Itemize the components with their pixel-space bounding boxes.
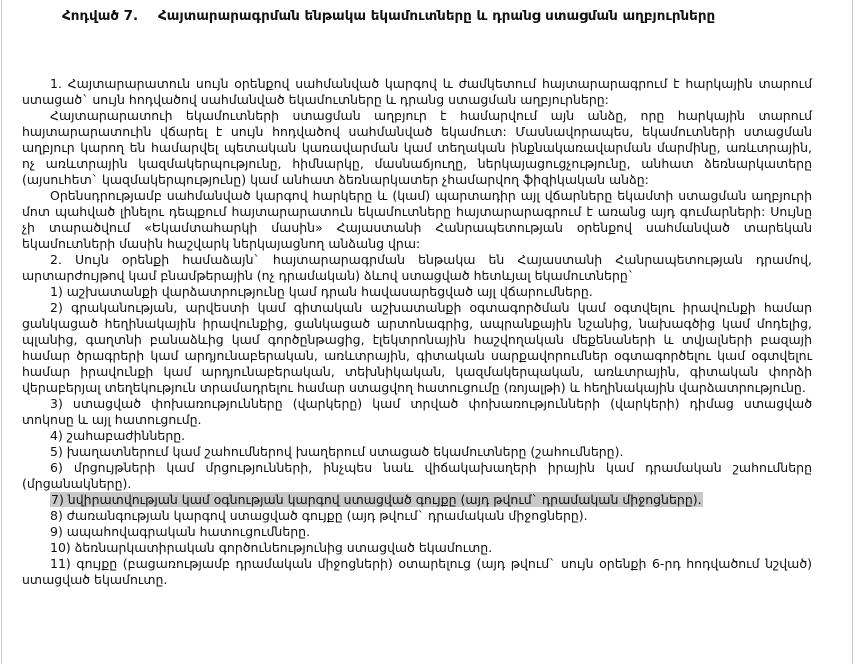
paragraph: Հայտարարատուի եկամուտների ստացման աղբյուր է համարվում այն անձը, որը հարկային տարում հայտարարատուին վճարել է սույն հոդվածով սահմանված եկամուտ: Մասնավորապես, եկամուտների ստացման աղբյուր կարող են համարվել պետական կառավարման կամ տեղական ինքնակառավարման մարմինը, առևտրային, ոչ առևտրային կազմակերպությունը, հիմնարկը, մասնաճյուղը, ներկայացուցչությունը, անհատ ձեռնարկատերը (այսուհետ` կազմակերպությունը) կամ անհատ ձեռնարկատեր չհամարվող ֆիզիկական անձը: <box>22 108 812 187</box>
paragraph: 2. Սույն օրենքի համաձայն` հայտարարագրման ենթակա են Հայաստանի Հանրապետության դրամով, արտարժույթով կամ բնամթերային (ոչ դրամական) ձևով ստացված հետևյալ եկամուտները` <box>22 252 812 283</box>
list-item: 6) մրցույթների կամ մրցությունների, ինչպես նաև վիճակախաղերի իրային կամ դրամական շահումները (մրցանակները). <box>22 460 812 491</box>
list-item: 2) գրականության, արվեստի կամ գիտական աշխատանքի օգտագործման կամ օգտվելու իրավունքի համար ցանկացած հեղինակային իրավունքից, ցանկացած արտոնագրից, ապրանքային նշանից, նախագծից կամ մոդելից, պլանից, գաղտնի բանաձևից կամ գործընթացից, էլեկտրոնային հաշվողական մեքենաների և տվյալների բազայի համար ծրագրերի կամ արդյունաբերական, առևտրային, գիտական սարքավորումներ օգտագործելու կամ օգտվելու համար իրավունքի կամ արդյունաբերական, տեխնիկական, կազմակերպական, առևտրային, գիտական փորձի վերաբերյալ տեղեկություն տրամադրելու համար ստացվող հատուցումը (ռոյալթի) և հեղինակային վարձատրությունը. <box>22 300 812 395</box>
list-item: 5) խաղատներում կամ շահումներով խաղերում ստացած եկամուտները (շահումները). <box>50 444 624 459</box>
paragraph: 1. Հայտարարատուն սույն օրենքով սահմանված կարգով և ժամկետում հայտարարագրում է հարկային տարում ստացած` սույն հոդվածով սահմանված եկամուտները և դրանց ստացման աղբյուրները: <box>22 76 812 107</box>
page-border-right <box>852 0 853 664</box>
article-title: Հայտարարագրման ենթակա եկամուտները և դրանց ստացման աղբյուրները <box>158 8 716 24</box>
article-heading <box>62 8 715 24</box>
list-item: 3) ստացված փոխառությունները (վարկերը) կամ տրված փոխառությունների (վարկերի) դիմաց ստացված տոկոսը և այլ հատուցումը. <box>22 396 812 427</box>
list-item: 1) աշխատանքի վարձատրությունը կամ դրան հավասարեցված այլ վճարումները. <box>50 284 593 299</box>
list-item: 11) գույքը (բացառությամբ դրամական միջոցների) օտարելուց (այդ թվում` սույն օրենքի 6-րդ հոդվածում նշված) ստացված եկամուտը. <box>22 556 812 587</box>
list-item: 8) ժառանգության կարգով ստացված գույքը (այդ թվում` դրամական միջոցները). <box>50 508 588 523</box>
text-selection-highlight[interactable]: 7) նվիրատվության կամ օգնության կարգով ստացված գույքը (այդ թվում` դրամական միջոցները). <box>51 492 702 507</box>
list-item: 9) ապահովագրական հատուցումները. <box>50 524 311 539</box>
list-item: 10) ձեռնարկատիրական գործունեությունից ստացված եկամուտը. <box>50 540 493 555</box>
article-number: Հոդված 7. <box>62 8 139 24</box>
list-item: 4) շահաբաժինները. <box>50 428 186 443</box>
paragraph: Օրենսդրությամբ սահմանված կարգով հարկերը և (կամ) պարտադիր այլ վճարները եկամտի ստացման աղբյուրի մոտ պահված լինելու դեպքում հայտարարատուն եկամուտները հայտարարագրում է առանց այդ գումարների: Սույնը չի տարածվում «Եկամտահարկի մասին» Հայաստանի Հանրապետության օրենքով սահմանված տարեկան եկամուտների մասին հաշվարկ ներկայացնող անձանց վրա: <box>22 188 812 251</box>
article-body[interactable] <box>22 76 812 588</box>
list-item-highlighted <box>22 492 812 508</box>
